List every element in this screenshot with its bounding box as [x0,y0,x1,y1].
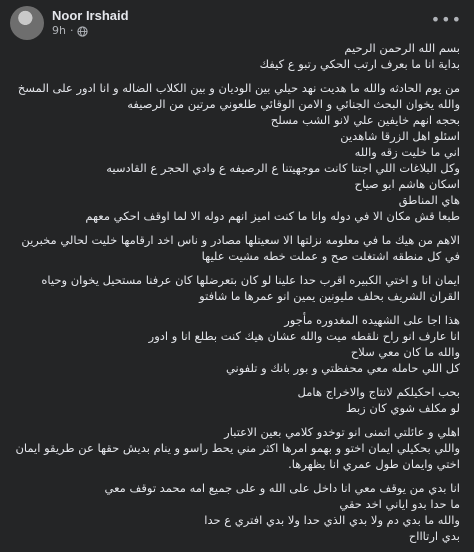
post-text-line: انا عارف انو راح نلقطه ميت والله عشان هيك كنت بطلع انا و ادور [148,329,460,343]
globe-icon [77,26,88,37]
post-text-line: كل اللي حامله معي محفظتي و بور بانك و تلفوني [225,361,460,375]
post-text-line: بسم الله الرحمن الرحيم [344,41,460,55]
post-paragraph [12,384,460,416]
post-text-line: اني ما خليت زقه والله [354,145,460,159]
post-meta [52,8,129,38]
post-text-line: بحجه انهم خايفين علي لانو الشب مسلح [270,113,460,127]
post-body [12,40,460,552]
post-text-line: اهلي و عائلتي اتمنى انو توخدو كلامي بعين الاعتبار [224,425,460,439]
post-text-line: من يوم الحادثه والله ما هديت نهد حيلي بين الوديان و بين الكلاب الضاله و انا ادور على المسخ [17,81,460,95]
post-text-line: اسئلو اهل الزرقا شاهدين [340,129,460,143]
post-paragraph [12,40,460,72]
post-subline [52,24,129,38]
post-paragraph [12,80,460,224]
post-text-line: ما حدا بدو اياني اخد حقي [339,497,460,511]
post-text-line: الاهم من هيك ما في معلومه نزلتها الا سعيتلها مصادر و ناس اخد ارقامها خليت لحالي مخبرين في كل منطقه اشتغلت صح و عملت خطه مشيت عليها [21,233,460,263]
post-text-line: لو مكلف شوي كان زبط [346,401,460,415]
post-text-line: والله ما كان معي سلاح [350,345,460,359]
post-text-line: اسكان هاشم ابو صياح [354,177,460,191]
post-paragraph [12,272,460,304]
post-text-line: بداية انا ما بعرف ارتب الحكي رتبو ع كيفك [259,57,460,71]
post-text-line: وكل البلاغات اللي اجتنا كانت موجهيتنا ع الرصيفه ع وادي الحجر ع القادسيه [106,161,460,175]
more-options-icon[interactable]: ••• [430,10,462,29]
post-text-line: واللي بحكيلي ايمان اختو و بهمو امرها اكثر مني يحط راسو و ينام بديش حقها عن طريقو ايمان اختي وايمان طول عمري انا بظهرها. [15,441,460,471]
separator-dot: · [69,24,74,37]
post-text-line: ايمان انا و اختي الكبيره اقرب حدا علينا لو كان بتعرضلها كان عرفنا مستحيل يخوان وحياه القران الشريف بحلف مليونين يمين انو عمرها ما شافتو [41,273,460,303]
post-text-line: انا بدي من يوقف معي انا داخل على الله و على جميع امه محمد توقف معي [104,481,460,495]
post-time[interactable]: 9h [52,24,66,37]
post-paragraph [12,232,460,264]
author-avatar[interactable] [10,6,44,40]
author-name[interactable]: Noor Irshaid [52,8,129,23]
post-header [10,6,129,40]
post-paragraph [12,424,460,472]
post-text-line: طبعا قش مكان الا في دوله وانا ما كنت اميز انهم دوله الا لما اوقف احكي معهم [85,209,460,223]
post-text-line: بدي ارتاااح [408,529,460,543]
post-text-line: والله ما بدي دم ولا بدي الذي حدا ولا بدي افتري ع حدا [204,513,460,527]
post-text-line: هذا اجا على الشهيده المغدوره مأجور [284,313,460,327]
post-text-line: هاي المناطق [398,193,460,207]
post-text-line: بحب احكيلكم لانتاج والاخراج هامل [297,385,460,399]
post-paragraph [12,312,460,376]
post-paragraph [12,480,460,544]
post-text-line: والله يخوان البحث الجنائي و الامن الوقائي طلعوني مرتين من الرصيفه [127,97,460,111]
